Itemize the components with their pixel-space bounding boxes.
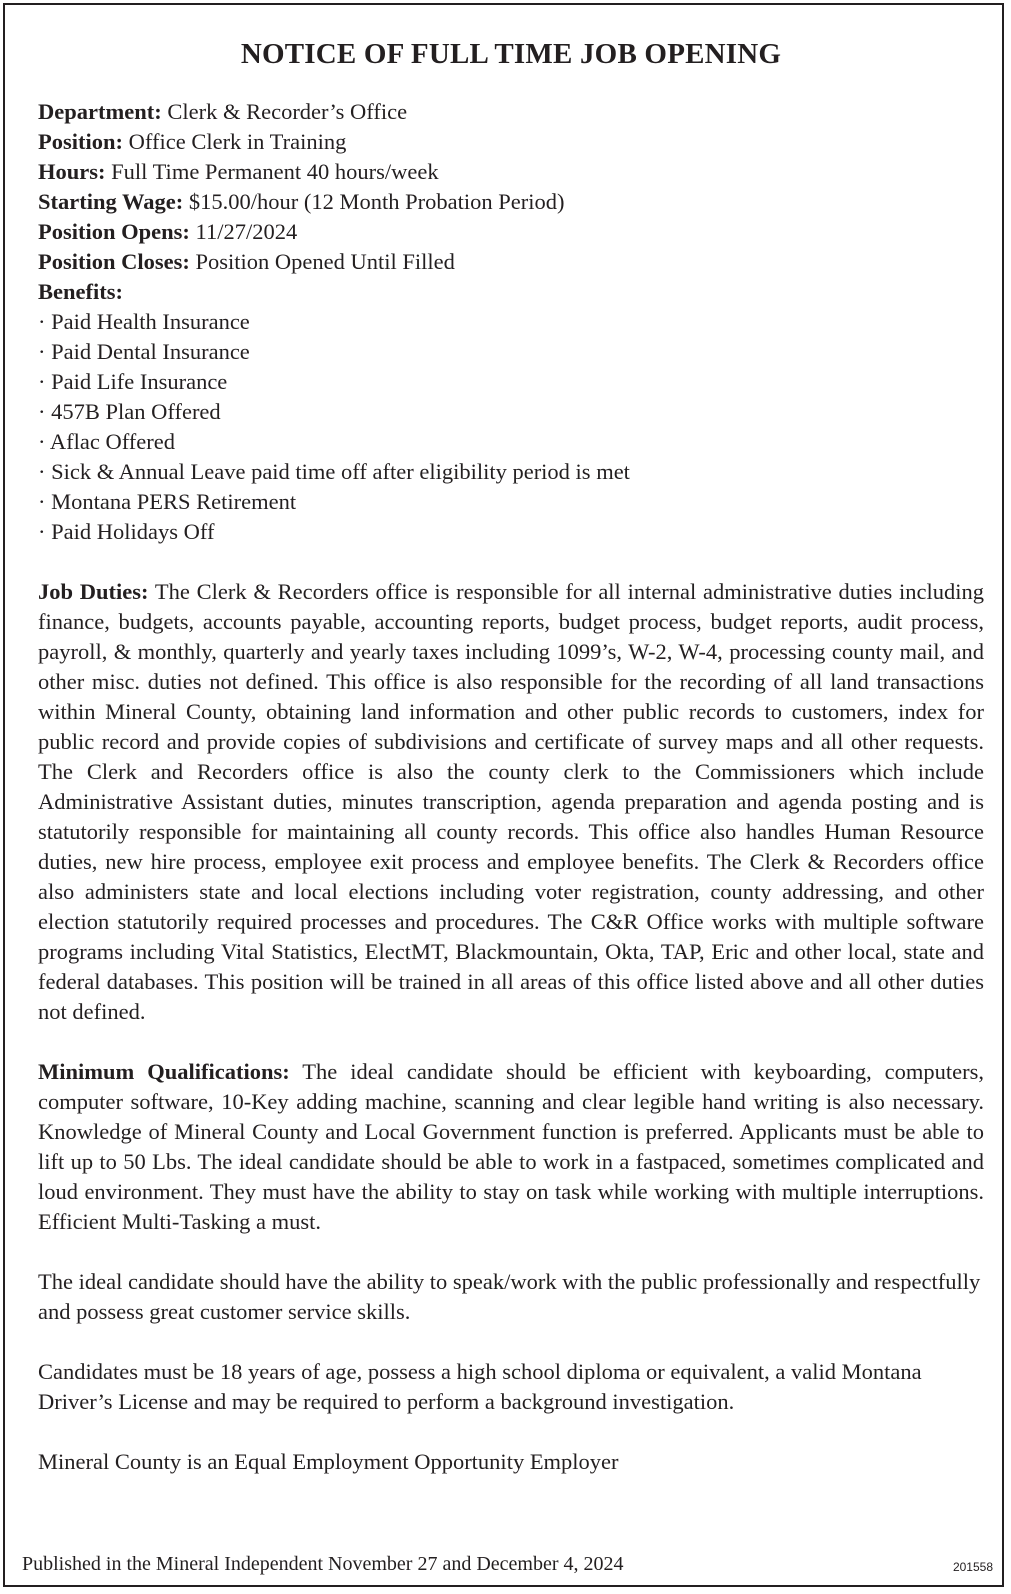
- position-label: Position:: [38, 129, 124, 154]
- starting-wage-field: [38, 187, 984, 217]
- position-closes-value: Position Opened Until Filled: [189, 249, 455, 274]
- spacer: [38, 1027, 984, 1057]
- notice-body: [38, 5, 984, 1477]
- spacer: [38, 1417, 984, 1447]
- position-field: [38, 127, 984, 157]
- job-duties-label: Job Duties:: [38, 579, 149, 604]
- page-title: NOTICE OF FULL TIME JOB OPENING: [240, 38, 782, 70]
- department-field: [38, 97, 984, 127]
- benefit-item: · Sick & Annual Leave paid time off after eligibility period is met: [38, 459, 630, 484]
- position-opens-field: [38, 217, 984, 247]
- department-value: Clerk & Recorder’s Office: [161, 99, 408, 124]
- department-label: Department:: [38, 99, 162, 124]
- benefits-label: Benefits:: [38, 279, 123, 304]
- benefit-item: · Aflac Offered: [38, 429, 176, 454]
- spacer: [38, 547, 984, 577]
- eeo-statement: Mineral County is an Equal Employment Opportunity Employer: [38, 1449, 619, 1474]
- starting-wage-value: $15.00/hour (12 Month Probation Period): [183, 189, 565, 214]
- job-duties-text: The Clerk & Recorders office is responsible for all internal administrative duties including finance, budgets, accounts payable, accounting reports, budget process, budget reports, audit process, payroll, & monthly, quarterly and yearly taxes including 1099’s, W-2, W-4, processing county mail, and other misc. duties not defined. This office is also responsible for the recording of all land transactions within Mineral County, obtaining land information and other public records to customers, index for public record and provide copies of subdivisions and certificate of survey maps and all other requests. The Clerk and Recorders office is also the county clerk to the Commissioners which include Administrative Assistant duties, minutes transcription, agenda preparation and agenda posting and is statutorily responsible for maintaining all county records. This office also handles Human Resource duties, new hire process, employee exit process and employee benefits. The Clerk & Recorders office also administers state and local elections including voter registration, county addressing, and other election statutorily required processes and procedures. The C&R Office works with multiple software programs including Vital Statistics, ElectMT, Blackmountain, Okta, TAP, Eric and other local, state and federal databases. This position will be trained in all areas of this office listed above and all other duties not defined.: [38, 579, 984, 1024]
- benefit-item: · Paid Holidays Off: [38, 519, 215, 544]
- position-value: Office Clerk in Training: [123, 129, 347, 154]
- hours-label: Hours:: [38, 159, 106, 184]
- hours-value: Full Time Permanent 40 hours/week: [105, 159, 439, 184]
- spacer: [38, 1237, 984, 1267]
- benefit-item: · 457B Plan Offered: [38, 399, 221, 424]
- position-closes-label: Position Closes:: [38, 249, 190, 274]
- benefit-item: · Paid Life Insurance: [38, 369, 228, 394]
- ideal-candidate-paragraph: The ideal candidate should have the ability to speak/work with the public professionally and respectfully and possess great customer service skills.: [38, 1269, 981, 1324]
- min-qualifications-text: The ideal candidate should be efficient with keyboarding, computers, computer software, 10-Key adding machine, scanning and clear legible hand writing is also necessary. Knowledge of Mineral County and Local Government function is preferred. Applicants must be able to lift up to 50 Lbs. The ideal candidate should be able to work in a fastpaced, sometimes complicated and loud environment. They must have the ability to stay on task while working with multiple interruptions. Efficient Multi-Tasking a must.: [38, 1059, 984, 1234]
- position-opens-label: Position Opens:: [38, 219, 190, 244]
- min-qualifications-paragraph: [38, 1057, 984, 1237]
- publication-footer: Published in the Mineral Independent November 27 and December 4, 2024: [22, 1553, 624, 1575]
- benefit-item: · Montana PERS Retirement: [38, 489, 297, 514]
- benefit-item: · Paid Dental Insurance: [38, 339, 250, 364]
- starting-wage-label: Starting Wage:: [38, 189, 184, 214]
- hours-field: [38, 157, 984, 187]
- position-opens-value: 11/27/2024: [189, 219, 298, 244]
- position-closes-field: [38, 247, 984, 277]
- benefit-item: · Paid Health Insurance: [38, 309, 250, 334]
- job-duties-paragraph: [38, 577, 984, 1027]
- notice-frame: [3, 3, 1004, 1587]
- min-qualifications-label: Minimum Qualifications:: [38, 1059, 290, 1084]
- ad-number: 201558: [952, 1560, 993, 1574]
- spacer: [38, 1327, 984, 1357]
- requirements-paragraph: Candidates must be 18 years of age, possess a high school diploma or equivalent, a valid Montana Driver’s License and may be required to perform a background investigation.: [38, 1359, 922, 1414]
